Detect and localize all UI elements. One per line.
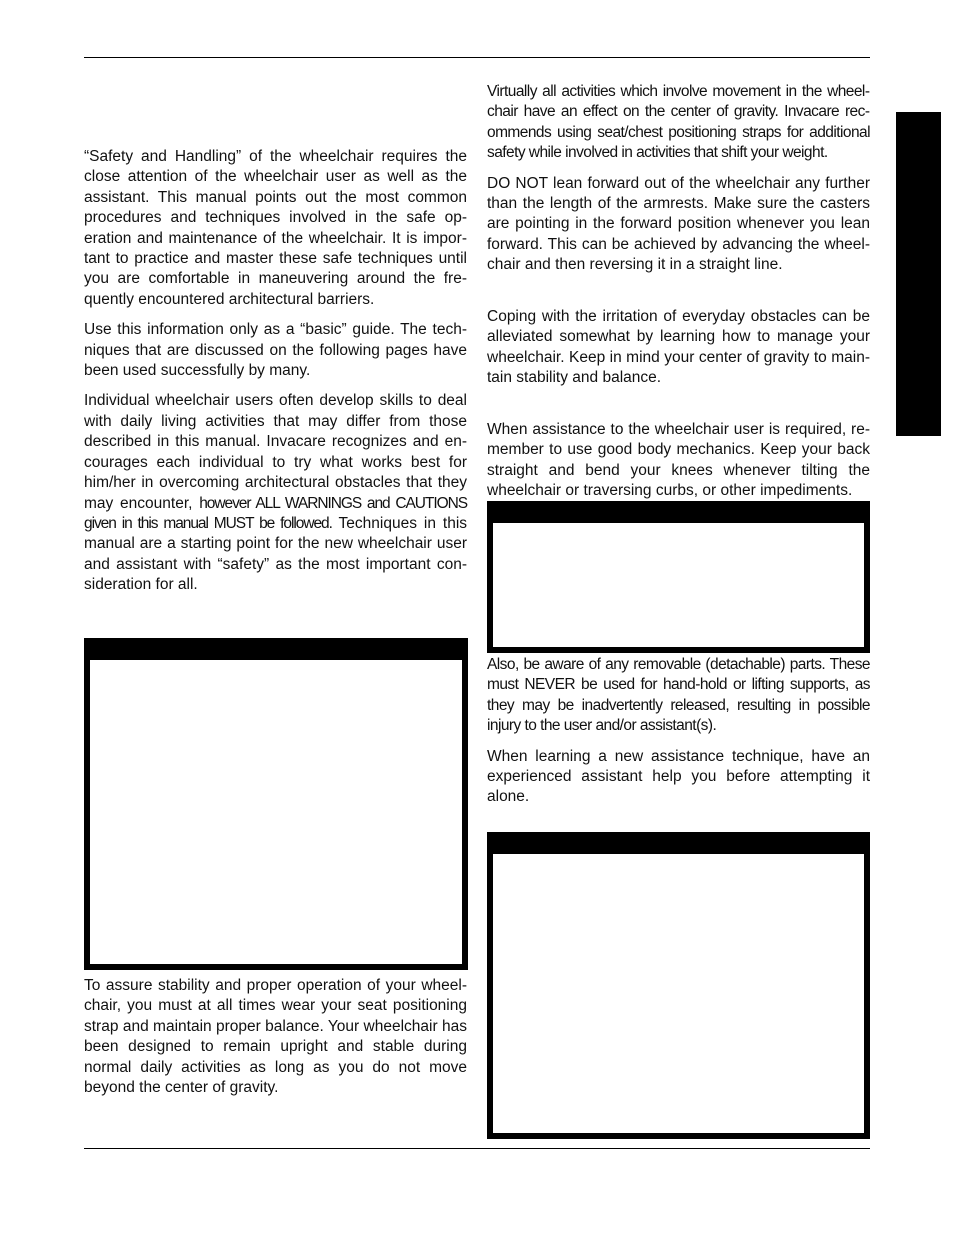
individual-skills-text: Individual wheelchair users often develop skills to deal with daily living activities that may differ from those described in this manual. Invacare recognizes and encourages each individual to try what works best for him/her in overcoming architectural obstacles that they may encounter, xyxy=(84,392,467,512)
lean-forward-paragraph: DO NOT lean forward out of the wheelchair any further than the length of the armrests. Make sure the casters are pointing in the forward position whenever you lean forward. This can be achieved by advancing the wheelchair and then reversing it in a straight line. xyxy=(487,174,870,274)
bottom-rule xyxy=(84,1148,870,1149)
warning-box-right-bottom xyxy=(487,832,870,1139)
intro-paragraph: “Safety and Handling” of the wheelchair requires the close attention of the wheelchair user as well as the assistant. This manual points out the most common procedures and techniques involved in the safe operation and maintenance of the wheelchair. It is important to practice and master these safe techniques until you are comfortable in maneuvering around the frequently encountered architectural barriers. xyxy=(84,148,467,308)
stability-paragraph: To assure stability and proper operation of your wheelchair, you must at all times wear your seat positioning strap and maintain proper balance. Your wheelchair has been designed to remain upright and stable during normal daily activities as long as you do not move beyond the center of gravity. xyxy=(84,977,467,1097)
individual-skills-paragraph xyxy=(84,391,467,595)
section-tab xyxy=(896,112,941,436)
warning-box-left-body xyxy=(90,660,462,964)
center-of-gravity-paragraph: Virtually all activities which involve movement in the wheelchair have an effect on the center of gravity. Invacare recommends using seat/chest positioning straps for additional safety while involved in activities that shift your weight. xyxy=(487,83,870,162)
techniques-text: Techniques in this manual are a starting point for the new wheelchair user and assistant with “safety” as the most important consideration for all. xyxy=(84,514,468,594)
warning-box-right-top-body xyxy=(493,523,864,647)
obstacles-paragraph: Coping with the irritation of everyday obstacles can be alleviated somewhat by learning how to manage your wheelchair. Keep in mind your center of gravity to maintain stability and balance. xyxy=(487,308,870,387)
obstacles-block xyxy=(487,307,870,399)
basic-guide-paragraph: Use this information only as a “basic” guide. The techniques that are discussed on the following pages have been used successfully by many. xyxy=(84,321,467,380)
detachable-parts-paragraph: Also, be aware of any removable (detachable) parts. These must NEVER be used for hand-hold or lifting supports, as they may be inadvertently released, resulting in possible injury to the user and/or assistant(s). xyxy=(487,656,870,735)
left-column xyxy=(84,147,467,606)
warning-box-right-top xyxy=(487,501,870,653)
warning-box-left xyxy=(84,638,468,970)
new-technique-paragraph: When learning a new assistance technique, have an experienced assistant help you before attempting it alone. xyxy=(487,747,870,806)
warnings-emphasis: however ALL WARNINGS and CAUTIONS given in this manual MUST be followed. xyxy=(84,494,468,532)
left-column-lower xyxy=(84,976,467,1108)
right-column-top xyxy=(487,82,870,286)
assistance-paragraph: When assistance to the wheelchair user is required, remember to use good body mechanics. Keep your back straight and bend your knees whenever tilting the wheelchair or traversing curbs, or other impediments. xyxy=(487,421,870,500)
warning-box-right-bottom-body xyxy=(493,854,864,1133)
assistance-block xyxy=(487,420,870,512)
top-rule xyxy=(84,57,870,58)
detachable-block xyxy=(487,655,870,818)
